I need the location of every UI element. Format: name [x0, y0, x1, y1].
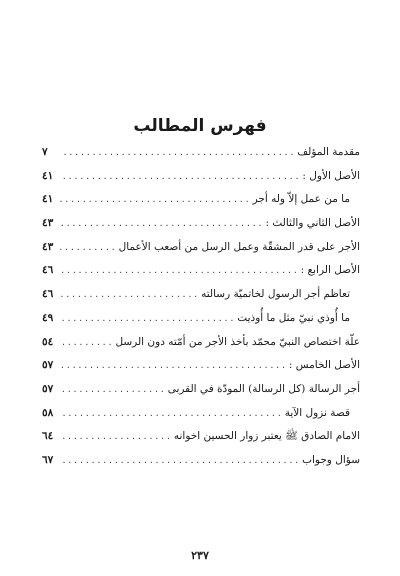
dot-leader [60, 430, 172, 443]
toc-entry[interactable] [42, 193, 360, 206]
toc-entry-text: ما من عمل إلاّ وله أجر [252, 193, 350, 206]
toc-entry[interactable] [42, 312, 360, 325]
toc-entry[interactable] [42, 454, 360, 467]
dot-leader [60, 454, 300, 467]
table-of-contents [42, 146, 360, 478]
toc-entry[interactable] [42, 430, 360, 443]
toc-entry-text: تعاظم أجر الرسول لخاتميّة رسالته [201, 288, 350, 301]
dot-leader [60, 407, 283, 420]
toc-entry-text: الأصل الرابع : [300, 264, 360, 277]
toc-entry[interactable] [42, 170, 360, 183]
dot-leader [60, 193, 251, 206]
toc-entry-page: ٥٤ [42, 335, 54, 348]
toc-entry-text: الأجر على قدر المشقّة وعمل الرسل من أصعب الأعمال [118, 240, 360, 253]
toc-entry[interactable] [42, 217, 360, 230]
toc-entry-text: سؤال وجواب [302, 453, 360, 466]
dot-leader [60, 170, 300, 183]
toc-entry[interactable] [42, 288, 360, 301]
toc-entry-page: ٥٧ [42, 382, 54, 395]
dot-leader [60, 312, 235, 325]
toc-entry-page: ٤٣ [42, 217, 54, 230]
toc-entry-page: ٥٨ [42, 406, 54, 419]
dot-leader [60, 217, 263, 230]
dot-leader [60, 383, 166, 396]
toc-entry[interactable] [42, 146, 360, 159]
toc-entry-text: الأصل الثاني والثالث : [265, 217, 360, 230]
toc-entry-page: ٤١ [42, 169, 54, 182]
toc-entry-text: علّة اختصاص النبيّ محمّد بأخذ الأجر من أمّته دون الرسل [115, 335, 360, 348]
toc-entry[interactable] [42, 407, 360, 420]
toc-entry-page: ٤٣ [42, 240, 54, 253]
dot-leader [60, 288, 199, 301]
toc-entry-text: قصة نزول الآية [284, 406, 350, 419]
toc-entry-page: ٦٧ [42, 453, 54, 466]
toc-entry-page: ٤٦ [42, 288, 54, 301]
toc-entry-page: ٤١ [42, 193, 54, 206]
toc-entry-page: ٥٧ [42, 359, 54, 372]
dot-leader [60, 241, 117, 254]
toc-entry[interactable] [42, 336, 360, 349]
toc-entry-text: أجر الرسالة (كل الرسالة) المودّة في القربى [167, 382, 360, 395]
dot-leader [60, 146, 295, 159]
page-title: فهرس المطالب [133, 116, 267, 136]
toc-entry-page: ٦٤ [42, 430, 54, 443]
dot-leader [60, 264, 299, 277]
toc-entry[interactable] [42, 264, 360, 277]
toc-entry-page: ٤٦ [42, 264, 54, 277]
dot-leader [60, 336, 113, 349]
toc-entry-text: ما أُوذي نبيّ مثل ما أُوذيت [237, 311, 350, 324]
toc-entry-page: ٤٩ [42, 311, 54, 324]
page-number: ٢٣٧ [191, 549, 209, 562]
toc-entry[interactable] [42, 241, 360, 254]
dot-leader [60, 359, 287, 372]
toc-entry-text: الأصل الأول : [302, 169, 360, 182]
toc-entry-text: الأصل الخامس : [288, 359, 360, 372]
toc-entry[interactable] [42, 359, 360, 372]
toc-entry-page: ٧ [42, 146, 48, 158]
toc-entry[interactable] [42, 383, 360, 396]
toc-entry-text: الامام الصادق ﷺ يعتبر زوار الحسين اخوانه [173, 430, 360, 443]
toc-entry-text: مقدمة المؤلف [297, 146, 360, 158]
